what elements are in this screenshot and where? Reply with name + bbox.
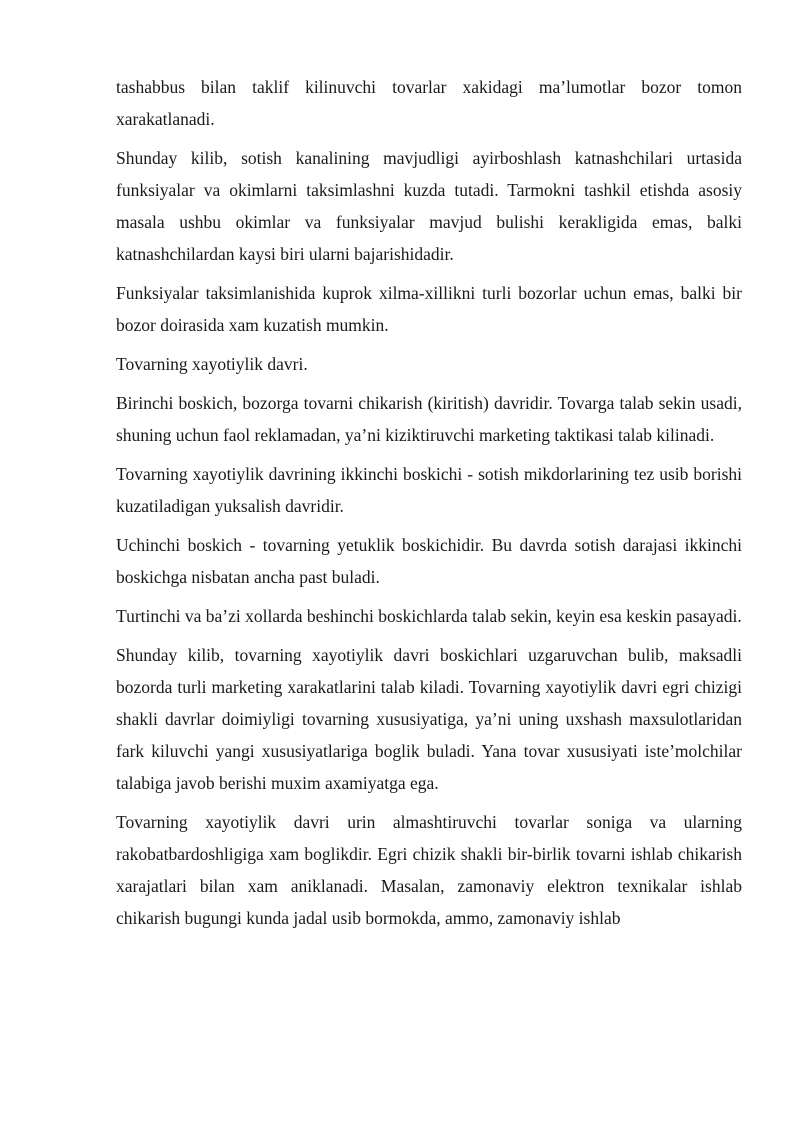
paragraph-10: Tovarning xayotiylik davri urin almashtiruvchi tovarlar soniga va ularning rakobatbardoshligiga xam boglikdir. Egri chizik shakli bir-birlik tovarni ishlab chikarish xarajatlari bilan xam aniklanadi. Masalan, zamonaviy elektron texnikalar ishlab chikarish bugungi kunda jadal usib bormokda, ammo, zamonaviy ishlab bbox=[116, 812, 742, 928]
paragraph-8: Turtinchi va ba’zi xollarda beshinchi boskichlarda talab sekin, keyin esa keskin pasayadi. bbox=[116, 606, 742, 626]
paragraph-6: Tovarning xayotiylik davrining ikkinchi boskichi - sotish mikdorlarining tez usib borishi kuzatiladigan yuksalish davridir. bbox=[116, 464, 742, 516]
paragraph-2: Shunday kilib, sotish kanalining mavjudligi ayirboshlash katnashchilari urtasida funksiyalar va okimlarni taksimlashni kuzda tutadi. Tarmokni tashkil etishda asosiy masala ushbu okimlar va funksiyalar mavjud bulishi kerakligida emas, balki katnashchilardan kaysi biri ularni bajarishidadir. bbox=[116, 148, 742, 264]
section-heading: Tovarning xayotiylik davri. bbox=[116, 354, 308, 374]
paragraph-7: Uchinchi boskich - tovarning yetuklik boskichidir. Bu davrda sotish darajasi ikkinchi boskichga nisbatan ancha past buladi. bbox=[116, 535, 742, 587]
paragraph-3: Funksiyalar taksimlanishida kuprok xilma-xillikni turli bozorlar uchun emas, balki bir bozor doirasida xam kuzatish mumkin. bbox=[116, 283, 742, 335]
paragraph-9: Shunday kilib, tovarning xayotiylik davri boskichlari uzgaruvchan bulib, maksadli bozorda turli marketing xarakatlarini talab kiladi. Tovarning xayotiylik davri egri chizigi shakli davrlar doimiyligi tovarning xususiyatiga, ya’ni uning uxshash maxsulotlaridan fark kiluvchi yangi xususiyatlariga boglik buladi. Yana tovar xususiyati iste’molchilar talabiga javob berishi muxim axamiyatga ega. bbox=[116, 645, 742, 793]
document-body bbox=[116, 71, 742, 941]
paragraph-5: Birinchi boskich, bozorga tovarni chikarish (kiritish) davridir. Tovarga talab sekin usadi, shuning uchun faol reklamadan, ya’ni kiziktiruvchi marketing taktikasi talab kilinadi. bbox=[116, 393, 742, 445]
paragraph-1: tashabbus bilan taklif kilinuvchi tovarlar xakidagi ma’lumotlar bozor tomon xarakatlanadi. bbox=[116, 77, 742, 129]
